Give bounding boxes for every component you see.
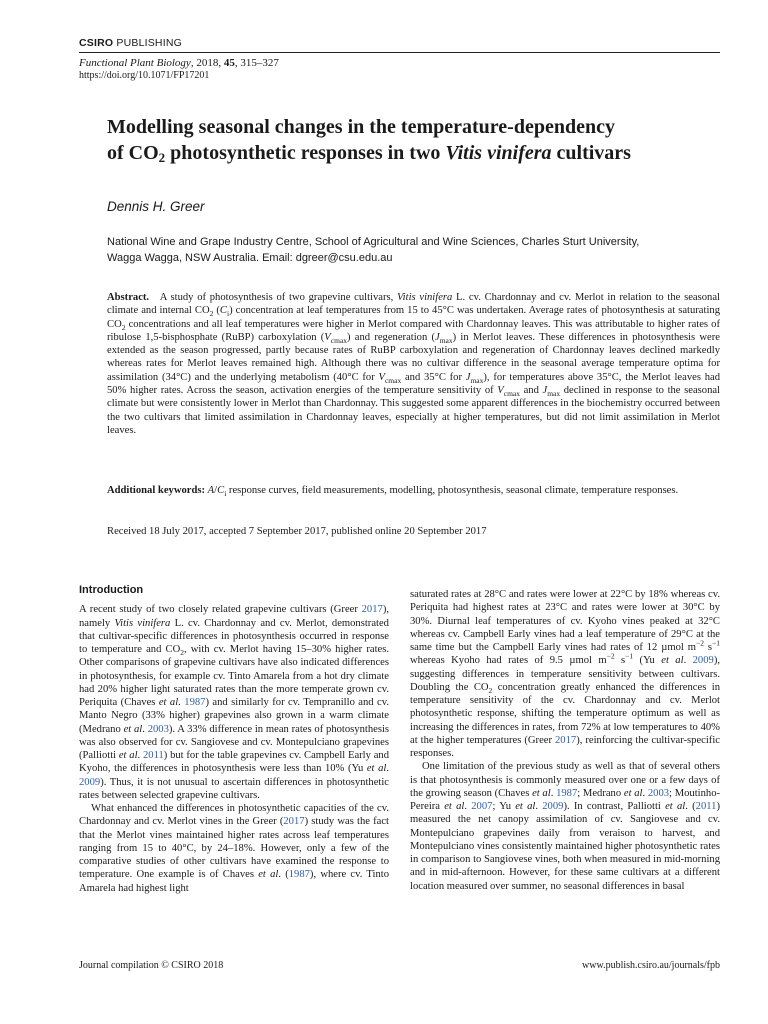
citation-link[interactable]: 2009 <box>542 801 564 812</box>
citation-link[interactable]: 2009 <box>692 655 714 667</box>
publisher-name: CSIRO PUBLISHING <box>79 37 182 49</box>
paragraph: One limitation of the previous study as well as that of several others is that photosynthesis is commonly measured over one or a few days of the growing season (Chaves et al. 1987; Medrano et al. 2003; Moutinho-Pereira et al. 2007; Yu et al. 2009). In contrast, Palliotti et al. (2011) measured the net canopy assimilation of cv. Sangiovese and cv. Montepulciano grapevines daily from veraison to harvest, and Montepulciano vines consistently maintained higher photosynthetic rates in comparison to Sangiovese vines, both when measured in mid-morning and in mid-afternoon. However, for these same cultivars at a different location measured over summer, no seasonal differences in basal <box>410 761 721 892</box>
citation-link[interactable]: 2003 <box>147 723 169 735</box>
section-heading-introduction: Introduction <box>79 584 144 596</box>
abstract: Abstract. A study of photosynthesis of two grapevine cultivars, Vitis vinifera L. cv. Chardonnay and cv. Merlot in relation to the seasonal climate and internal $CO_2$ $(C_i)$ concentration at leaf temperatures from 15 to 45°C was undertaken. Average rates of photosynthesis at saturating $CO_2$ concentrations and all leaf temperatures were higher in Merlot compared with Chardonnay leaves. This was attributable to higher rates of ribulose 1,5-bisphosphate (RuBP) carboxylation $(V_{cmax})$ and regeneration $(J_{max})$ in Merlot leaves. These differences in photosynthesis were extended as the season progressed, partly because rates of RuBP carboxylation and regeneration of Chardonnay leaves declined markedly whereas rates for Merlot leaves remained high. Although there was no cultivar difference in the seasonal average temperature optima for assimilation (34°C) and the underlying metabolism (40°C for $V_{cmax}$ and 35°C for $J_{max}$), for temperatures above 35°C, the Merlot leaves had 50% higher rates. Across the season, activation energies of the temperature sensitivity of $V_{cmax}$ and $J_{max}$ declined in response to the seasonal climate but were consistently lower in Merlot than Chardonnay. This suggested some apparent differences in the biochemistry occurred between the two cultivars that limited assimilation in Chardonnay leaves, especially at higher temperatures, but did not limit assimilation in Merlot leaves. <box>107 292 721 436</box>
keywords: Additional keywords: $A/C_i$ response curves, field measurements, modelling, photosynthesis, seasonal climate, temperature responses. <box>107 485 679 499</box>
citation-link[interactable]: 1987 <box>556 787 578 799</box>
paragraph: saturated rates at 28°C and rates were lower at 22°C by 18% whereas cv. Periquita had highest rates at 23°C and rates were lower at 30°C by 30%. Diurnal leaf temperatures of cv. Kyoho vines peaked at 32°C whereas cv. Campbell Early vines had a leaf temperature of 29°C at the same time but the Campbell Early vines had rates of 12 µmol $m^{-2}$ $s^{-1}$ whereas Kyoho had rates of 9.5 µmol $m^{-2}$ $s^{-1}$ (Yu et al. 2009), suggesting differences in temperature sensitivity between cultivars. Doubling the $CO_2$ concentration greatly enhanced the differences in temperature sensitivity of the cv. Chardonnay and cv. Merlot photosynthetic response, shifting the temperature optimum as well as increasing the differences in rates, from 72% at low temperatures to 40% at the higher temperatures (Greer 2017), reinforcing the cultivar-specific responses. <box>410 589 720 759</box>
footer-url[interactable]: www.publish.csiro.au/journals/fpb <box>582 960 720 971</box>
citation-link[interactable]: 2011 <box>695 801 717 812</box>
citation-link[interactable]: 2011 <box>142 750 164 761</box>
affiliation: National Wine and Grape Industry Centre, School of Agricultural and Wine Sciences, Charles Sturt University, Wagga Wagga, NSW Australia. Email: dgreer@csu.edu.au <box>107 236 640 264</box>
paragraph: A recent study of two closely related grapevine cultivars (Greer 2017), namely Vitis vinifera L. cv. Chardonnay and cv. Merlot, demonstrated that cultivar-specific differences in photosynthesis occurred in response to temperature and $CO_2$, with cv. Merlot having 15–30% higher rates. Other comparisons of grapevine cultivars have also indicated differences in photosynthesis, for example cv. Tinto Amarela from a hot dry climate had 20% higher light saturated rates than the more temperate grown cv. Periquita (Chaves et al. 1987) and similarly for cv. Tempranillo and cv. Manto Negro (33% higher) grapevines also grown in a warm climate (Medrano et al. 2003). A 33% difference in mean rates of photosynthesis was also observed for cv. Sangiovese and cv. Montepulciano grapevines (Palliotti et al. 2011) but for the table grapevines cv. Campbell Early and Kyoho, the differences in photosynthesis were less than 10% (Yu et al. 2009). Thus, it is not unusual to ascertain differences in photosynthetic rates between selected grapevine cultivars. <box>79 604 390 801</box>
journal-citation: Functional Plant Biology, 2018, 45, 315–327 <box>79 57 279 69</box>
citation-link[interactable]: 2017 <box>283 816 305 828</box>
citation-link[interactable]: 1987 <box>288 869 310 881</box>
citation-link[interactable]: 2017 <box>555 734 577 746</box>
citation-link[interactable]: 1987 <box>184 697 206 708</box>
paragraph: What enhanced the differences in photosynthetic capacities of the cv. Chardonnay and cv. Merlot vines in the Greer (2017) study was the fact that the Merlot vines maintained higher rates across leaf temperatures ranging from 15 to 40°C, by 24–18%. However, only a few of the comparative studies of other cultivars have examined the response to temperature. One example is of Chaves et al. (1987), where cv. Tinto Amarela had highest light <box>79 803 389 894</box>
citation-link[interactable]: 2017 <box>361 604 383 616</box>
doi-link[interactable]: https://doi.org/10.1071/FP17201 <box>79 70 210 81</box>
footer-copyright: Journal compilation © CSIRO 2018 <box>79 960 224 971</box>
citation-link[interactable]: 2003 <box>647 787 670 799</box>
citation-link[interactable]: 2009 <box>79 776 101 788</box>
header-rule <box>79 52 720 53</box>
body-column-right <box>410 588 720 893</box>
body-column-left <box>79 584 389 895</box>
author-name: Dennis H. Greer <box>107 199 205 214</box>
received-dates: Received 18 July 2017, accepted 7 September 2017, published online 20 September 2017 <box>107 526 487 537</box>
citation-link[interactable]: 2007 <box>471 801 493 812</box>
article-title: Modelling seasonal changes in the temperature-dependency of $CO_2$ photosynthetic responses in two Vitis vinifera cultivars <box>107 116 631 165</box>
